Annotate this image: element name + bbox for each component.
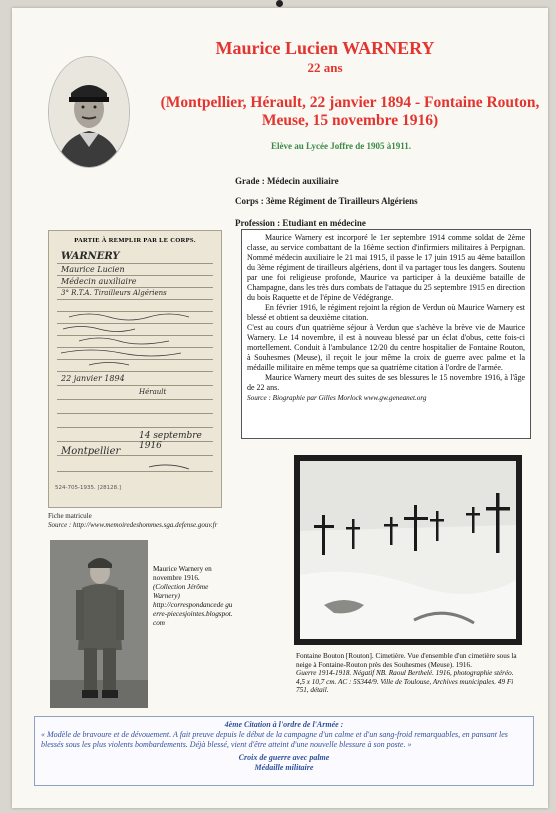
pin: [276, 0, 283, 7]
svg-text:524-705-1935. [28128.]: 524-705-1935. [28128.]: [55, 485, 121, 491]
bio-source: Source : Biographie par Gilles Morlock www.gw.geneanet.org: [247, 394, 427, 402]
cemetery-caption: [296, 652, 522, 695]
corps-value: 3ème Régiment de Tirailleurs Algériens: [266, 196, 418, 206]
citation-award-1: Croix de guerre avec palme: [238, 753, 330, 762]
grade-value: Médecin auxiliaire: [267, 176, 339, 186]
bio-paragraph-4: Maurice Warnery meurt des suites de ses blessures le 15 novembre 1916, à l'âge de 22 ans.: [247, 373, 525, 392]
profession-label: Profession :: [235, 218, 281, 228]
fiche-handwriting-scribbles: [49, 231, 221, 507]
biography-box: [241, 229, 531, 439]
corps-label: Corps :: [235, 196, 264, 206]
cemetery-caption-source: Guerre 1914-1918. Négatif NB. Raoul Berthelé. 1916, photographie stéréo. 4,5 x 10,7 cm. AC : 5S344/9. Ville de Toulouse, Archives municipales. 49 Fi 751, détail.: [296, 669, 514, 694]
snowy-cemetery-crosses: [294, 455, 522, 645]
school-line: Elève au Lycée Joffre de 1905 à1911.: [270, 141, 412, 151]
soldier-caption-line1: Maurice Warnery en novembre 1916.: [153, 565, 212, 582]
soldier-standing-figure: [50, 540, 148, 708]
soldier-caption: [153, 565, 233, 628]
citation-box: [34, 716, 534, 786]
bio-paragraph-1: Maurice Warnery est incorporé le 1er septembre 1914 comme soldat de 2ème classe, au service combattant de la 16ème section d'infirmiers militaires à Perpignan. Nommé médecin auxiliaire le 21 mai 1915, il passe le 17 juin 1915 au 4ème bataillon du 3ème régiment de tirailleurs algériens, dont il va partager tous les dangers. Soutenu par une foi religieuse profonde, Maurice va participer à la deuxième bataille de Champagne, dans les très durs combats de l'attaque du 25 septembre 1915 en direction du bois Raquette et de l'épine de Védégrange.: [247, 233, 525, 302]
profession-field: [235, 218, 366, 228]
citation-text: « Modèle de bravoure et de dévouement. A fait preuve depuis le début de la campagne d'un calme et d'un sang-froid remarquables, en pansant les blessés sous les plus violents bombardements. Déjà blessé, vient d'être atteint d'une nouvelle blessure à son poste. »: [41, 730, 508, 749]
soldier-photo-image: [50, 540, 148, 708]
fiche-matricule-image: [48, 230, 222, 508]
grade-label: Grade :: [235, 176, 265, 186]
fiche-place: Montpellier: [61, 446, 121, 457]
soldier-portrait-image: [49, 57, 129, 167]
fiche-department: Hérault: [139, 388, 167, 396]
fiche-birthdate: 22 janvier 1894: [61, 374, 125, 383]
fiche-caption-title: Fiche matricule: [48, 512, 92, 520]
grade-field: [235, 176, 339, 186]
fiche-prenoms: Maurice Lucien: [61, 265, 125, 274]
bio-paragraph-3: C'est au cours d'un quatrième séjour à Verdun que s'achève la brève vie de Maurice Warnery. Le 14 novembre, il est à nouveau blessé par un éclat d'obus, cette fois-ci mortellement. Conduit à l'ambulance 12/20 du centre hospitalier de Fontaine Routon, à Souhesmes (Meuse), il reçoit le jour même la croix de guerre avec palme et la médaille militaire en même temps que sa quatrième citation à l'ordre de l'armée.: [247, 323, 525, 372]
fiche-corps: 3° R.T.A. Tirailleurs Algériens: [61, 289, 167, 297]
profession-value: Etudiant en médecine: [282, 218, 366, 228]
fiche-heading: PARTIE À REMPLIR PAR LE CORPS.: [74, 237, 196, 244]
soldier-caption-collection: (Collection Jérôme Warnery): [153, 583, 209, 600]
fiche-name: WARNERY: [61, 251, 120, 262]
person-age: 22 ans: [307, 60, 343, 75]
fiche-grade: Médecin auxiliaire: [61, 277, 137, 286]
birth-death-dates: (Montpellier, Hérault, 22 janvier 1894 - Fontaine Routon, Meuse, 15 novembre 1916): [160, 94, 540, 129]
fiche-caption: [48, 512, 217, 530]
citation-title: 4ème Citation à l'ordre de l'Armée :: [224, 720, 344, 729]
person-name: Maurice Lucien WARNERY: [215, 38, 435, 58]
citation-award-2: Médaille militaire: [254, 763, 314, 772]
fiche-death-date: 14 septembre 1916: [139, 431, 202, 451]
cemetery-caption-desc: Fontaine Bouton [Routon]. Cimetière. Vue d'ensemble d'un cimetière sous la neige à Fontaine-Routon près des Souhesmes (Meuse). 1916.: [296, 652, 517, 669]
corps-field: [235, 196, 418, 206]
cemetery-photo-image: [294, 455, 522, 645]
fiche-caption-source: Source : http://www.memoiredeshommes.sga.defense.gouv.fr: [48, 521, 218, 529]
soldier-caption-url: http://correspondancede guerre-piecesjointes.blogspot.com: [153, 601, 233, 627]
portrait-oval: [48, 56, 130, 168]
bio-paragraph-2: En février 1916, le régiment rejoint la région de Verdun où Maurice Warnery est blessé et obtient sa deuxième citation.: [247, 303, 525, 322]
